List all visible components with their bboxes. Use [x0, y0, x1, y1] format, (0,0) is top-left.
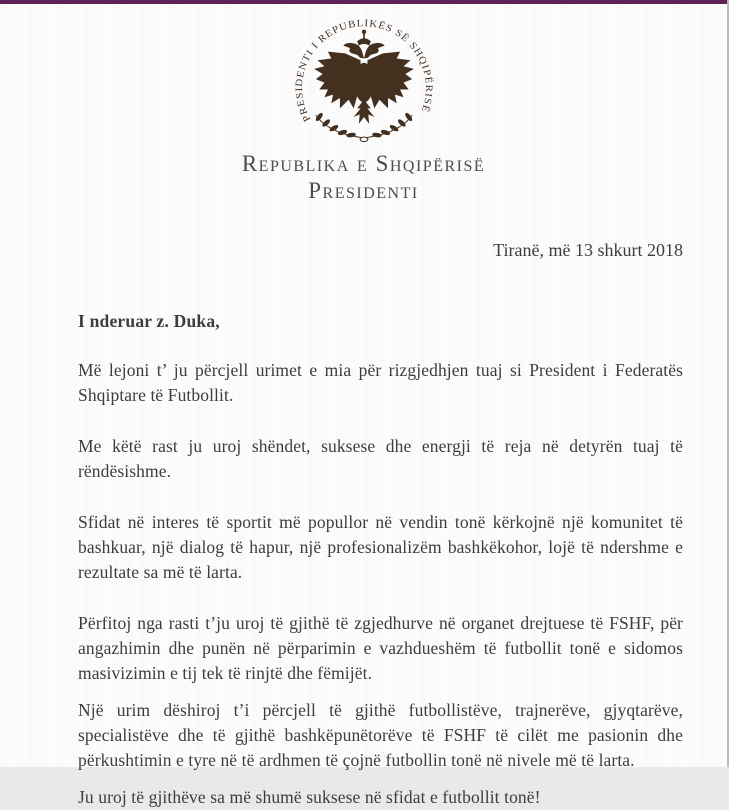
letter-paragraph: Një urim dëshiroj t’i përcjell të gjithë futbollistëve, trajnerëve, gjyqtarëve, specialistëve dhe të gjithë bashkëpunëtorëve të FSHF të cilët me pasionin dhe përkushtimin e tyre në të ardhmen të çojnë futbollin tonë në nivele më të larta. [78, 700, 683, 771]
letter-body [0, 311, 727, 810]
letterhead [0, 150, 727, 204]
letterhead-institution: Republika e Shqipërisë [241, 151, 486, 176]
page-top-border [0, 0, 727, 4]
letter-paragraph: Përfitoj nga rasti t’ju uroj të gjithë të zgjedhurve në organet drejtuese të FSHF, për angazhimin dhe punën në përparimin e vazhdueshëm të futbollit tonë e sidomos masivizimin e tij tek të rinjtë dhe fëmijët. [78, 613, 683, 684]
letter-closing-line: Ju uroj të gjithëve sa më shumë suksese në sfidat e futbollit tonë! [78, 787, 541, 808]
letter-paragraph: Më lejoni t’ ju përcjell urimet e mia për rizgjedhjen tuaj si President i Federatës Shqiptare të Futbollit. [78, 360, 683, 406]
letterhead-office: Presidenti [308, 178, 419, 204]
eagle-figure [314, 30, 414, 124]
presidential-seal [0, 12, 727, 148]
double-headed-eagle-icon [278, 12, 450, 148]
date-line: Tiranë, më 13 shkurt 2018 [493, 240, 683, 261]
seal-circular-text: PRESIDENTI I REPUBLIKËS SË SHQIPËRISË [293, 18, 434, 124]
letter-paragraph: Me këtë rast ju uroj shëndet, suksese dhe energji të reja në detyrën tuaj të rëndësishme. [78, 436, 683, 482]
salutation: I nderuar z. Duka, [78, 311, 220, 332]
letter-paragraph: Sfidat në interes të sportit më popullor në vendin tonë kërkojnë një komunitet të bashkuar, një dialog të hapur, një profesionalizëm bashkëkohor, lojë të ndershme e rezultate sa më të larta. [78, 512, 683, 583]
